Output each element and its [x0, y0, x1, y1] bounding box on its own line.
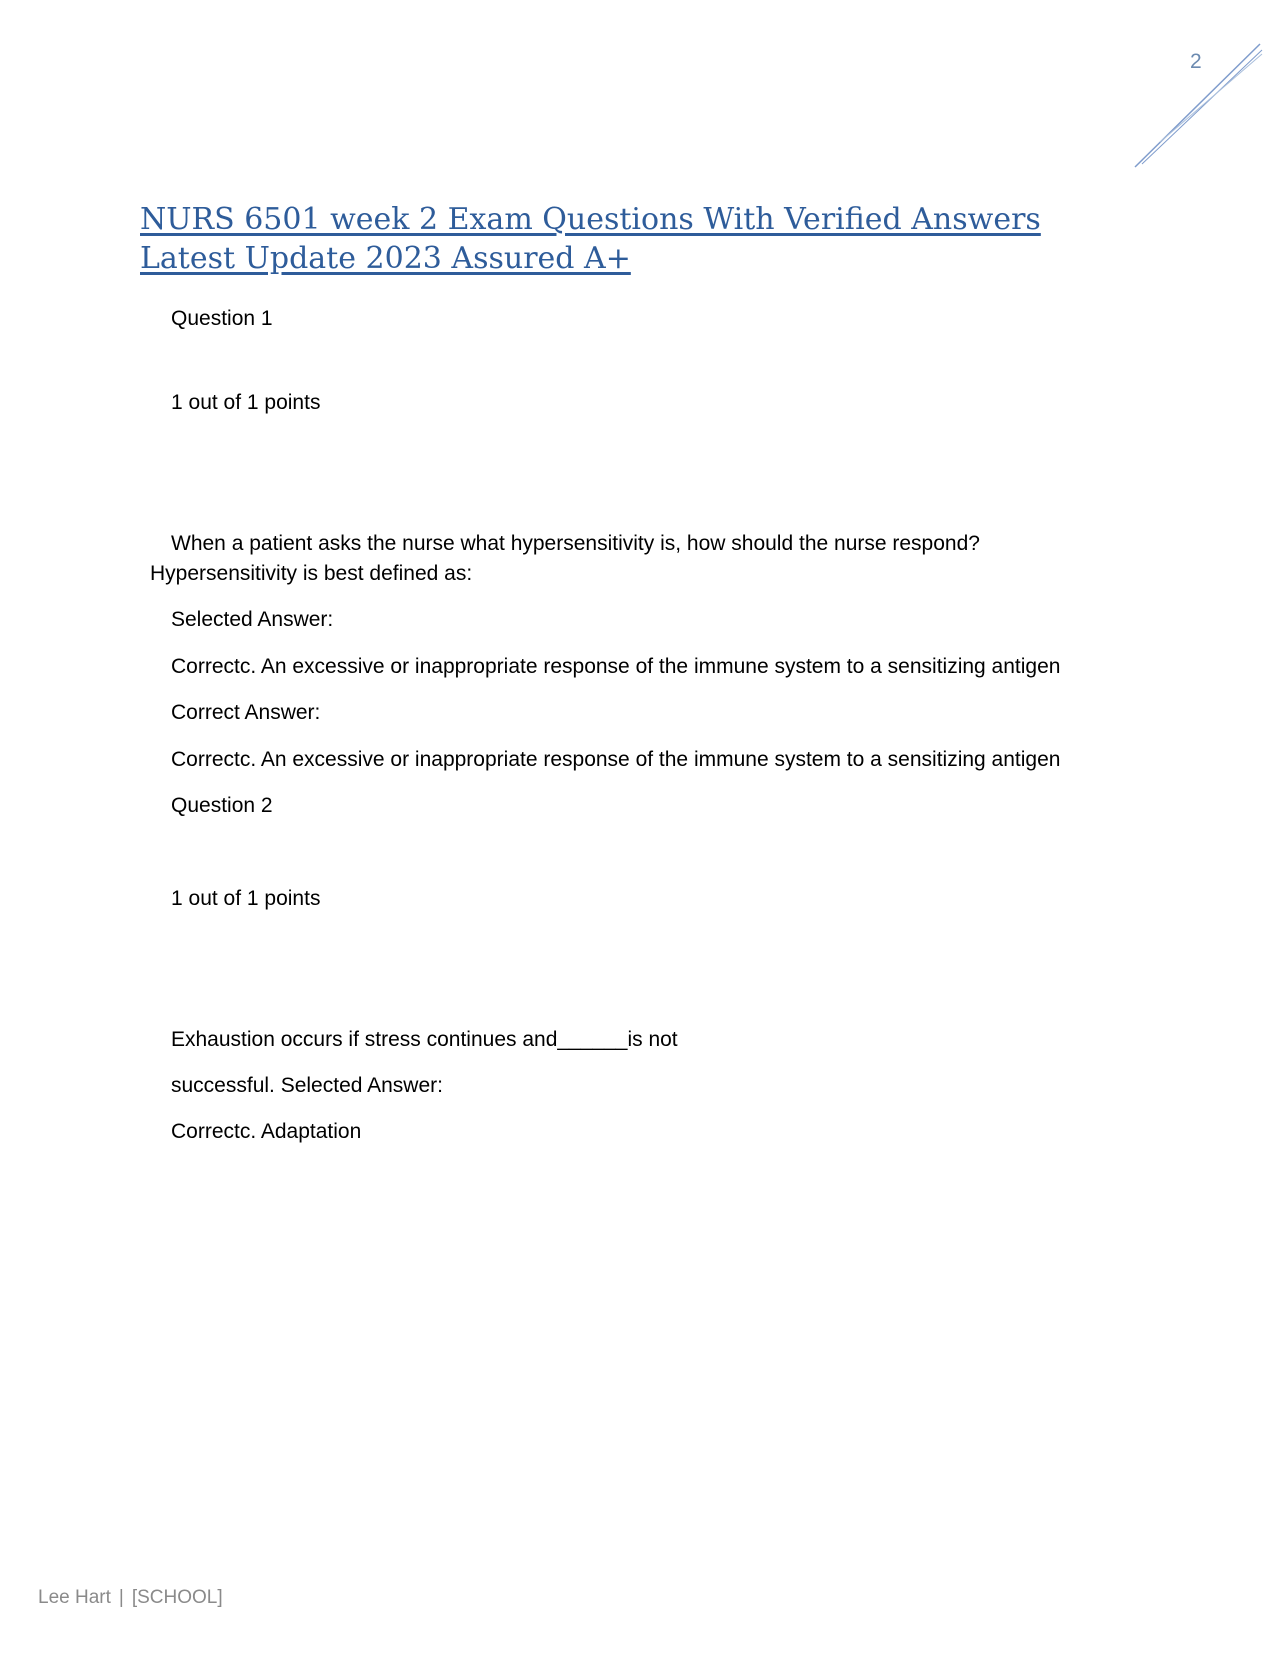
question-2-prompt-line-2: successful. Selected Answer:: [171, 1074, 443, 1097]
document-title: NURS 6501 week 2 Exam Questions With Verified Answers Latest Update 2023 Assured A+: [140, 202, 1041, 276]
question-1-correct-answer: Correctc. An excessive or inappropriate response of the immune system to a sensitizing antigen: [171, 748, 1061, 771]
footer-separator: |: [118, 1587, 124, 1608]
question-1-correct-label: Correct Answer:: [171, 701, 321, 724]
question-2-prompt-line-1: Exhaustion occurs if stress continues and______is not: [171, 1028, 678, 1051]
question-2-points: 1 out of 1 points: [171, 887, 321, 910]
corner-line-decoration: [1130, 42, 1265, 172]
question-1-points: 1 out of 1 points: [171, 391, 321, 414]
question-1-label: Question 1: [171, 307, 273, 330]
footer: [38, 1587, 223, 1609]
question-1-selected-label: Selected Answer:: [171, 608, 334, 631]
footer-school: [SCHOOL]: [131, 1587, 223, 1608]
question-1-prompt-line-2: Hypersensitivity is best defined as:: [150, 562, 473, 585]
page-number: 2: [1190, 50, 1202, 73]
question-1-prompt-line-1: When a patient asks the nurse what hypersensitivity is, how should the nurse respond?: [171, 532, 980, 555]
footer-author: Lee Hart: [38, 1587, 111, 1608]
question-2-label: Question 2: [171, 794, 273, 817]
question-1-selected-answer: Correctc. An excessive or inappropriate response of the immune system to a sensitizing antigen: [171, 655, 1061, 678]
question-2-selected-answer: Correctc. Adaptation: [171, 1120, 362, 1143]
